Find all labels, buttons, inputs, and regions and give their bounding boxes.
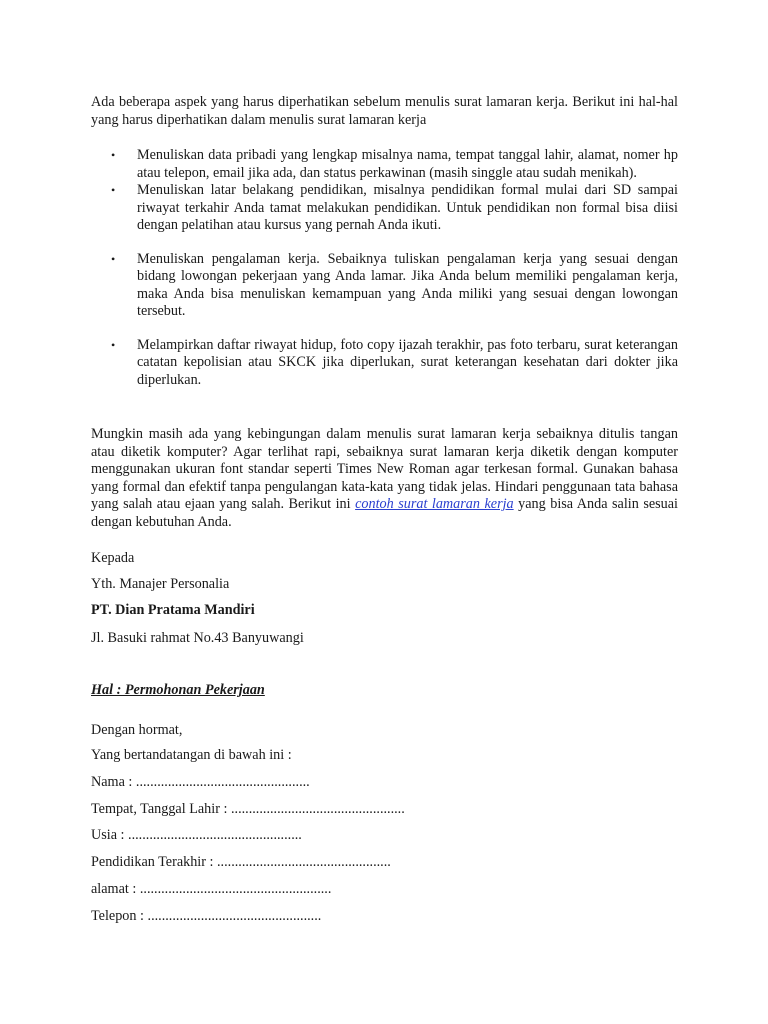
intro-paragraph: Ada beberapa aspek yang harus diperhatikan sebelum menulis surat lamaran kerja. Berikut ini hal-hal yang harus diperhatikan dalam menulis surat lamaran kerja (91, 94, 678, 128)
field-alamat: alamat : ...................................................... (91, 881, 332, 897)
recipient-address: Jl. Basuki rahmat No.43 Banyuwangi (91, 630, 304, 646)
letter-undersigned: Yang bertandatangan di bawah ini : (91, 747, 292, 763)
example-letter-link[interactable]: contoh surat lamaran kerja (355, 496, 514, 512)
advice-text-after: yang bisa Anda salin sesuai dengan kebutuhan Anda. (91, 496, 678, 530)
field-pendidikan-terakhir: Pendidikan Terakhir : ................................................. (91, 854, 391, 870)
list-item-text: Menuliskan latar belakang pendidikan, misalnya pendidikan formal mulai dari SD sampai riwayat terkahir Anda tamat melakukan pendidikan. Untuk pendidikan non formal bisa diisi dengan pelatihan atau kursus yang pernah Anda ikuti. (137, 182, 678, 233)
bullet-icon: • (111, 183, 116, 197)
list-item (91, 337, 678, 390)
recipient-company: PT. Dian Pratama Mandiri (91, 602, 255, 618)
field-nama: Nama : ................................................. (91, 774, 310, 790)
requirements-list (91, 147, 678, 389)
field-telepon: Telepon : ................................................. (91, 908, 322, 924)
advice-text-before: Mungkin masih ada yang kebingungan dalam menulis surat lamaran kerja sebaiknya ditulis tangan atau diketik komputer? Agar terlihat rapi, sebaiknya surat lamaran kerja diketik dengan komputer menggunakan ukuran font standar seperti Times New Roman agar terkesan formal. Gunakan bahasa yang formal dan efektif tanpa pengulangan kata-kata yang tidak jelas. Hindari penggunaan tata bahasa yang salah atau ejaan yang salah. Berikut ini (91, 426, 678, 512)
recipient-title: Yth. Manajer Personalia (91, 576, 230, 592)
list-item (91, 147, 678, 182)
bullet-icon: • (111, 251, 116, 266)
bullet-icon: • (111, 337, 116, 352)
bullet-icon: • (111, 148, 116, 162)
list-item (91, 251, 678, 321)
field-usia: Usia : ................................................. (91, 827, 302, 843)
list-item (91, 182, 678, 235)
advice-paragraph (91, 426, 678, 531)
list-item-text: Melampirkan daftar riwayat hidup, foto copy ijazah terakhir, pas foto terbaru, surat keterangan catatan kepolisian atau SKCK jika diperlukan, surat keterangan kesehatan dari dokter jika diperlukan. (137, 336, 678, 388)
list-item-text: Menuliskan data pribadi yang lengkap misalnya nama, tempat tanggal lahir, alamat, nomer hp atau telepon, email jika ada, dan status perkawinan (masih singgle atau sudah menikah). (137, 147, 678, 181)
recipient-kepada: Kepada (91, 550, 135, 566)
field-tempat-tanggal-lahir: Tempat, Tanggal Lahir : ................................................. (91, 801, 405, 817)
letter-subject: Hal : Permohonan Pekerjaan (91, 682, 265, 698)
list-item-text: Menuliskan pengalaman kerja. Sebaiknya tuliskan pengalaman kerja yang sesuai dengan bidang lowongan pekerjaan yang Anda lamar. Jika Anda belum memiliki pengalaman kerja, maka Anda bisa menuliskan kemampuan yang Anda miliki yang sesuai dengan lowongan tersebut. (137, 250, 678, 319)
letter-greeting: Dengan hormat, (91, 722, 183, 738)
